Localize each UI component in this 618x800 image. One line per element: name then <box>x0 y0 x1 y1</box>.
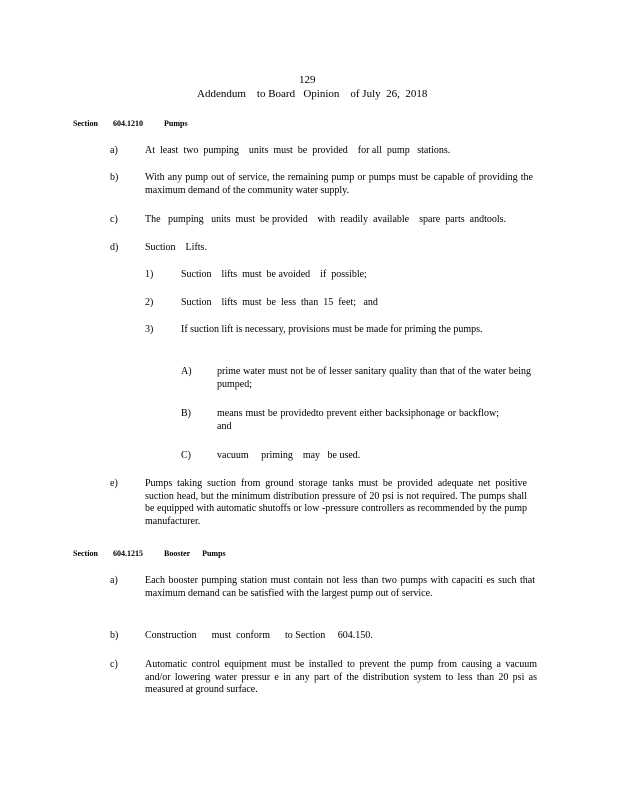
item-letter: a) <box>110 575 118 586</box>
subsubitem-letter: A) <box>181 366 192 377</box>
item-text: Pumps taking suction from ground storage tanks must be provided adequate net positive suction head, but the minimum distribution pressure of 20 psi is not required. The pumps shall be equipped with automatic shutoffs or low -pressure controllers as recommended by the pump manufacturer. <box>145 478 527 527</box>
section-number: 604.1210 <box>113 119 143 128</box>
item-letter: c) <box>110 659 118 670</box>
section-number: 604.1215 <box>113 549 143 558</box>
document-title: Addendum to Board Opinion of July 26, 2018 <box>197 88 428 100</box>
subsubitem-text: vacuum priming may be used. <box>217 450 361 461</box>
item-text: The pumping units must be provided with readily available spare parts andtools. <box>145 214 507 225</box>
subitem-text: If suction lift is necessary, provisions must be made for priming the pumps. <box>181 324 483 335</box>
item-letter: c) <box>110 214 118 225</box>
subitem-text: Suction lifts must be less than 15 feet; and <box>181 297 378 308</box>
subsubitem-letter: C) <box>181 450 191 461</box>
section-label: Section <box>73 119 98 128</box>
subsubitem-letter: B) <box>181 408 191 419</box>
item-text: Automatic control equipment must be installed to prevent the pump from causing a vacuum and/or lowering water pressur e in any part of the distribution system to less than 20 psi as measured at ground surface. <box>145 659 537 695</box>
subitem-number: 3) <box>145 324 154 335</box>
item-letter: b) <box>110 172 119 183</box>
item-text: Construction must conform to Section 604.150. <box>145 630 373 641</box>
subitem-number: 2) <box>145 297 154 308</box>
subitem-number: 1) <box>145 269 154 280</box>
page-number: 129 <box>299 74 316 86</box>
subsubitem-text: prime water must not be of lesser sanitary quality than that of the water being pumped; <box>217 366 531 390</box>
section-title: Booster Pumps <box>164 549 226 558</box>
item-text: Suction Lifts. <box>145 242 207 253</box>
subitem-text: Suction lifts must be avoided if possible; <box>181 269 367 280</box>
section-label: Section <box>73 549 98 558</box>
item-text: Each booster pumping station must contain not less than two pumps with capaciti es such that maximum demand can be satisfied with the largest pump out of service. <box>145 575 535 599</box>
item-letter: b) <box>110 630 119 641</box>
item-letter: a) <box>110 145 118 156</box>
subsubitem-text: means must be providedto prevent either backsiphonage or backflow; and <box>217 408 499 432</box>
item-letter: e) <box>110 478 118 489</box>
section-title: Pumps <box>164 119 188 128</box>
item-text: At least two pumping units must be provided for all pump stations. <box>145 145 451 156</box>
item-letter: d) <box>110 242 119 253</box>
item-text: With any pump out of service, the remaining pump or pumps must be capable of providing the maximum demand of the community water supply. <box>145 172 533 196</box>
